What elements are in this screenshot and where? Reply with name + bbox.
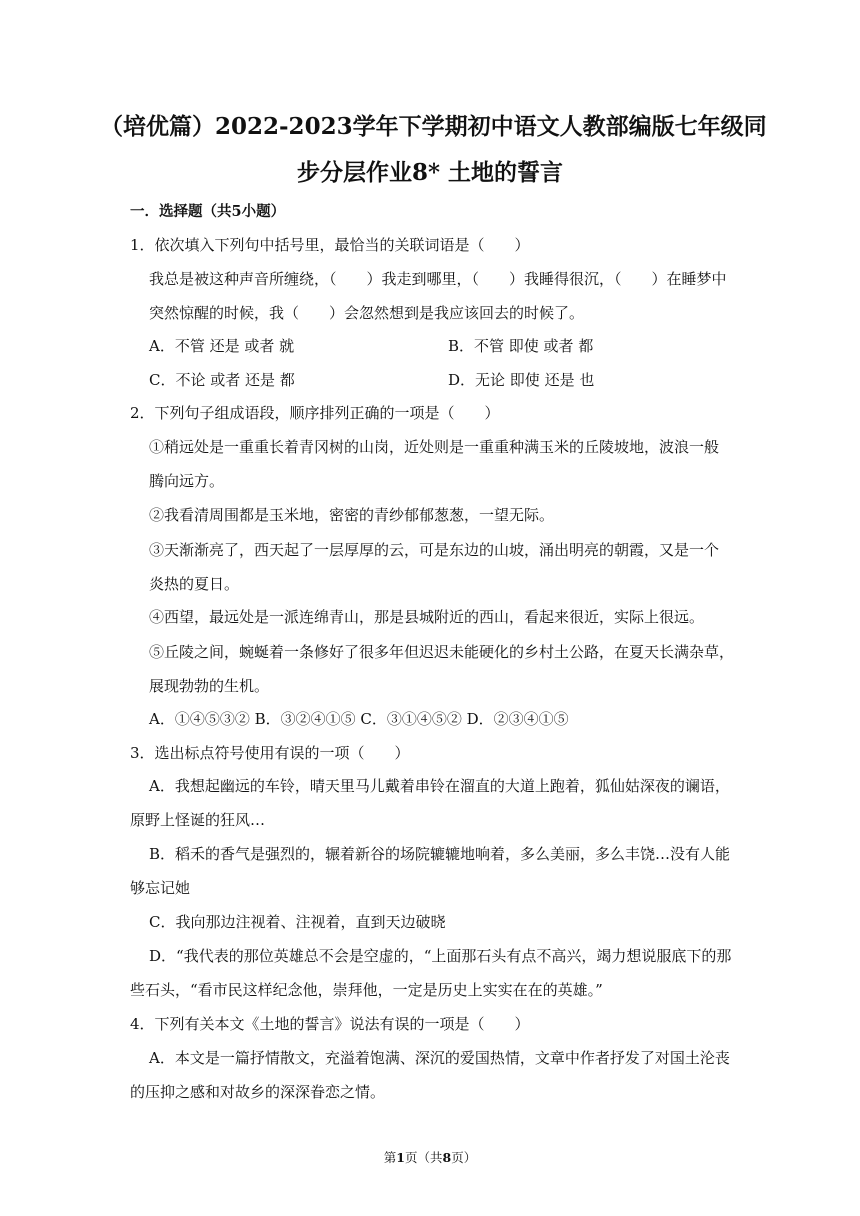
question-1-option-d: D．无论 即使 还是 也 (448, 371, 595, 389)
question-3-option-d-line-1: D．“我代表的那位英雄总不会是空虚的，“上面那石头有点不高兴，竭力想说服底下的那 (149, 947, 732, 965)
question-3-option-a-line-1: A．我想起幽远的车铃，晴天里马儿戴着串铃在溜直的大道上跑着，狐仙姑深夜的谰语， (149, 777, 730, 795)
question-3-option-b-line-2: 够忘记她 (130, 879, 191, 897)
question-1-stem: 1．依次填入下列句中括号里，最恰当的关联词语是（ ） (130, 236, 530, 254)
question-1-text-line-2: 突然惊醒的时候，我（ ）会忽然想到是我应该回去的时候了。 (149, 304, 585, 322)
question-2-stem: 2．下列句子组成语段，顺序排列正确的一项是（ ） (130, 404, 500, 422)
question-4-stem: 4．下列有关本文《土地的誓言》说法有误的一项是（ ） (130, 1015, 530, 1033)
footer-total-pages: 8 (442, 1150, 452, 1165)
question-2-sentence-1-line-1: ①稍远处是一重重长着青冈树的山岗，近处则是一重重种满玉米的丘陵坡地，波浪一般 (149, 438, 720, 456)
question-2-sentence-5-line-2: 展现勃勃的生机。 (149, 677, 270, 695)
footer-page-number: 1 (396, 1150, 405, 1165)
document-title-line-1: （培优篇）2022-2023学年下学期初中语文人教部编版七年级同 (100, 113, 767, 140)
question-3-option-b-line-1: B．稻禾的香气是强烈的，辗着新谷的场院辘辘地响着，多么美丽，多么丰饶…没有人能 (149, 845, 731, 863)
question-3-option-d-line-2: 些石头，“看市民这样纪念他，崇拜他，一定是历史上实实在在的英雄。” (130, 981, 603, 999)
question-2-sentence-1-line-2: 腾向远方。 (149, 472, 225, 490)
question-4-option-a-line-1: A．本文是一篇抒情散文，充溢着饱满、深沉的爱国热情，文章中作者抒发了对国土沦丧 (149, 1049, 730, 1067)
question-2-sentence-4: ④西望，最远处是一派连绵青山，那是县城附近的西山，看起来很近，实际上很远。 (149, 608, 705, 626)
document-title-line-2: 步分层作业8* 土地的誓言 (296, 159, 564, 186)
footer-prefix: 第 (383, 1150, 397, 1165)
question-3-stem: 3．选出标点符号使用有误的一项（ ） (130, 744, 410, 762)
page-footer (380, 1148, 480, 1168)
question-2-sentence-5-line-1: ⑤丘陵之间，蜿蜒着一条修好了很多年但迟迟未能硬化的乡村土公路，在夏天长满杂草， (149, 643, 735, 661)
section-heading: 一．选择题（共5小题） (130, 203, 286, 220)
question-1-text-line-1: 我总是被这种声音所缠绕，（ ）我走到哪里，（ ）我睡得很沉，（ ）在睡梦中 (149, 270, 727, 288)
question-1-option-a: A．不管 还是 或者 就 (149, 337, 295, 355)
question-3-option-c: C．我向那边注视着、注视着，直到天边破晓 (149, 913, 446, 931)
question-3-option-a-line-2: 原野上怪诞的狂风… (130, 811, 266, 829)
question-2-sentence-3-line-2: 炎热的夏日。 (149, 575, 240, 593)
question-2-sentence-3-line-1: ③天渐渐亮了，西天起了一层厚厚的云，可是东边的山坡，涌出明亮的朝霞，又是一个 (149, 541, 720, 559)
question-2-sentence-2: ②我看清周围都是玉米地，密密的青纱郁郁葱葱，一望无际。 (149, 506, 555, 524)
footer-suffix: 页） (451, 1150, 477, 1165)
question-4-option-a-line-2: 的压抑之感和对故乡的深深眷恋之情。 (130, 1083, 386, 1101)
question-2-options: A．①④⑤③② B．③②④①⑤ C．③①④⑤② D．②③④①⑤ (149, 710, 569, 728)
question-1-option-b: B．不管 即使 或者 都 (448, 337, 594, 355)
question-1-option-c: C．不论 或者 还是 都 (149, 371, 295, 389)
footer-middle: 页（共 (404, 1150, 443, 1165)
